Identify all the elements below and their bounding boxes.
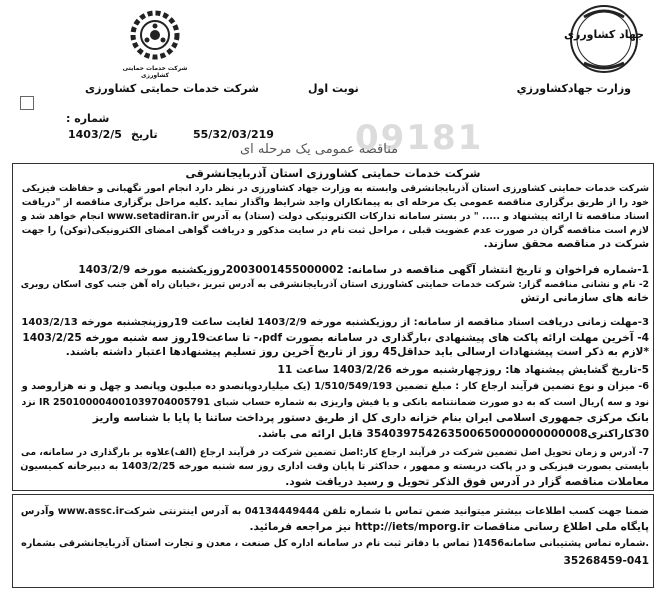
box-line: اسناد مناقصه تا ارائه پیشنهاد و ..... " در بستر سامانه تدارکات الکترونیکی دولت (ستاد) به آدرس www.setadiran.ir انجام خواهد شد و: [21, 211, 649, 222]
box-line-highlight: 4- آخرین مهلت ارائه پاکت های پیشنهادی ،بارگذاری در سامانه بصورت pdf،- تا ساعت19روز سه شنبه مورخه 1403/2/25: [22, 332, 649, 344]
box-line: شرکت خدمات حمایتی کشاورزی استان آذربایجانشرقی وابسته به وزارت جهاد کشاورزی در نظر دارد انجام امور نگهبانی و حفاظت فیزیکی: [21, 183, 649, 194]
ministry-logo: [562, 2, 646, 76]
contact-phone: 35268459-041: [563, 555, 649, 567]
box-line-highlight: 3-مهلت زمانی دریافت اسناد مناقصه از سامانه: از روزیکشنبه مورخه 1403/2/9 لغایت ساعت 19روزپنجشنبه مورخه 1403/2/13: [21, 317, 649, 328]
box-line: 30کاراکتری354039754263500650000000000008 قابل ارائه می باشد.: [257, 428, 649, 440]
number-value: 55/32/03/219: [193, 128, 274, 141]
tender-title: مناقصه عمومی یک مرحله ای: [240, 142, 399, 157]
box-line: خود را از طریق برگزاری مناقصه عمومی یک مرحله ای به پیمانکاران واجد شرایط واگذار نماید .کلیه مراحل برگزاری مناقصه از "دریافت: [21, 197, 649, 208]
date-value: 1403/2/5: [68, 128, 122, 141]
box-line: 1-شماره فراخوان و تاریخ انتشار آگهی مناقصه در سامانه: 2003001455000002روزیکشنبه مورخه 1403/2/9: [78, 264, 649, 276]
box-line: شرکت در مناقصه محقق سازند.: [483, 238, 649, 250]
ministry-logo-text: جهاد کشاورزی: [563, 28, 645, 41]
box-line: 5-تاریخ گشایش پیشنهاد ها: روزچهارشنبه مورخه 1403/2/26 ساعت 11: [277, 364, 649, 376]
box-line: 7- آدرس و زمان تحویل اصل تضمین شرکت در فرآیند ارجاع کار:اصل تضمین شرکت در فرآیند ارجاع (الف)علاوه بر بارگذاری در سامانه، می: [21, 447, 649, 458]
box-line: 2- نام و نشانی مناقصه گزار: شرکت خدمات حمایتی کشاورزی استان آذربایجانشرقی به آدرس تبریز ،خیابان راه آهن جنب کوی اسکان روبری: [20, 279, 649, 290]
watermark: 09181: [355, 118, 484, 158]
number-label: شماره :: [66, 112, 110, 125]
box-line: بایستی بصورت فیزیکی و در پاکت دربسته و ممهور ، حداکثر تا پایان وقت اداری روز سه شنبه مورخه 1403/2/25 به دبیرخانه کمیسیون: [20, 461, 649, 472]
box-line: معاملات مناقصه گزار در آدرس فوق الذکر تحویل و رسید دریافت شود.: [285, 476, 649, 488]
checkbox[interactable]: [20, 96, 34, 110]
box-title: شرکت خدمات حمایتی کشاورزی استان آذربایجانشرقی: [185, 167, 481, 180]
company-logo-text: شرکت خدمات حمایتی کشاورزی: [122, 65, 188, 79]
company-logo: [112, 5, 198, 80]
box-line: لازم است مناقصه گران در صورت عدم عضویت قبلی ، مراحل ثبت نام در سایت مذکور و دریافت گواهی امضای الکترونیکی(توکن) را جهت: [21, 225, 649, 236]
box-line: 6- میزان و نوع تضمین فرآیند ارجاع کار : مبلغ تضمین 1/510/549/193 (یک میلیاردوپانصدو ده میلیون وپانصد و چهل و نه هزاروصد و: [21, 381, 649, 392]
contact-line: ضمنا جهت کسب اطلاعات بیشتر میتوانید ضمن تماس با شماره تلفن 04134449444 به آدرس اینترنتی شرکتwww.assc.ir وآدرس: [20, 506, 649, 517]
box-line: بانک مرکزی جمهوری اسلامی ایران بنام خزانه داری کل از طریق دستور پرداخت ساتنا یا پایا با شناسه واریز: [92, 412, 649, 424]
tender-round: نوبت اول: [308, 82, 359, 95]
date-label: تاریخ: [131, 128, 158, 141]
company-name: شرکت خدمات حمایتی کشاورزی: [85, 82, 259, 95]
ministry-name: وزارت جهادکشاورزي: [516, 82, 631, 95]
contact-line: پایگاه ملی اطلاع رسانی مناقصات http://iets/mporg.ir نیز مراجعه فرمائید.: [249, 521, 649, 533]
contact-line: .شماره تماس پشتیبانی سامانه1456( تماس با دفاتر ثبت نام در سامانه اداره کل صنعت ، معدن و تجارت استان آذربایجانشرقی بشماره: [21, 538, 649, 549]
box-line: نود و سه )ریال است که به دو صورت ضمانتنامه بانکی و یا فیش واریزی به شماره حساب شبای IR 250100004001039704005791 نزد: [21, 397, 649, 408]
box-line: خانه های سازمانی ارتش: [520, 292, 649, 304]
box-line: *لازم به ذکر است پیشنهادات ارسالی باید حداقل45 روز از تاریخ آخرین روز تسلیم پیشنهادها اعتبار داشته باشند.: [65, 346, 649, 358]
